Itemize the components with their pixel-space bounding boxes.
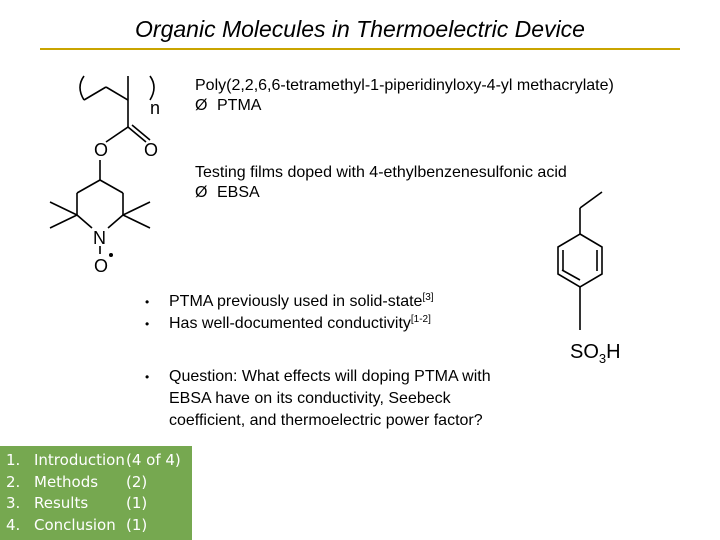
svg-text:SO3H <box>570 341 621 366</box>
agenda-label: Results <box>34 494 89 512</box>
ptma-nitrogen: N <box>93 228 106 248</box>
agenda-number: 2. <box>6 472 21 491</box>
question-line: EBSA have on its conductivity, Seebeck <box>169 390 451 407</box>
citation: [1-2] <box>410 314 431 325</box>
citation: [3] <box>422 292 434 303</box>
ptma-abbrev-line <box>195 96 614 116</box>
ptma-description <box>195 76 614 116</box>
agenda-count: (1) <box>126 494 148 512</box>
bullet-dot-icon: • <box>145 370 150 384</box>
agenda-label: Introduction <box>34 451 125 469</box>
ebsa-full-name: Testing films doped with 4-ethylbenzenesulfonic acid <box>195 164 567 181</box>
arrow-bullet-icon: Ø <box>195 97 208 114</box>
agenda-count: (1) <box>126 515 148 534</box>
agenda-count: (2) <box>126 472 148 491</box>
ptma-radical-o: O <box>94 256 109 276</box>
ebsa-abbrev: EBSA <box>217 184 260 201</box>
agenda-item <box>6 493 192 515</box>
slide-title: Organic Molecules in Thermoelectric Device <box>135 16 585 42</box>
ptma-n-label: n <box>150 98 161 118</box>
question-line: coefficient, and thermoelectric power factor? <box>169 412 483 429</box>
agenda-label: Methods <box>34 472 99 491</box>
bullet-dot-icon: • <box>145 295 150 309</box>
agenda-number: 3. <box>6 494 21 512</box>
question-item <box>145 366 491 432</box>
bullet-dot-icon: • <box>145 317 150 331</box>
agenda-number: 1. <box>6 451 21 469</box>
agenda-label: Conclusion <box>34 515 116 534</box>
sulfonic-group: SO <box>570 341 599 363</box>
bullet-item <box>145 291 434 313</box>
sulfonic-subscript: 3 <box>598 351 607 366</box>
ptma-structure <box>40 70 170 280</box>
ptma-carbonyl-o: O <box>144 140 159 160</box>
question-line: Question: What effects will doping PTMA with <box>169 368 491 385</box>
ebsa-abbrev-line <box>195 183 567 203</box>
ptma-full-name: Poly(2,2,6,6-tetramethyl-1-piperidinyloxy-4-yl methacrylate) <box>195 77 614 94</box>
arrow-bullet-icon: Ø <box>195 184 208 201</box>
ebsa-structure <box>540 190 650 370</box>
radical-dot <box>109 253 113 257</box>
ptma-ester-o: O <box>94 140 109 160</box>
bullet-list <box>145 291 434 335</box>
bullet-text: PTMA previously used in solid-state <box>169 293 423 310</box>
agenda-item <box>6 472 192 494</box>
ebsa-description <box>195 163 567 203</box>
agenda-number: 4. <box>6 515 21 534</box>
agenda-count: (4 of 4) <box>126 451 181 469</box>
title-divider <box>40 48 680 50</box>
agenda-item <box>6 450 192 472</box>
bullet-text: Has well-documented conductivity <box>169 315 411 332</box>
ptma-abbrev: PTMA <box>217 97 262 114</box>
question-list <box>145 366 491 432</box>
agenda-box <box>0 446 192 540</box>
sulfonic-h: H <box>606 341 621 363</box>
bullet-item <box>145 313 434 335</box>
agenda-item <box>6 515 192 537</box>
